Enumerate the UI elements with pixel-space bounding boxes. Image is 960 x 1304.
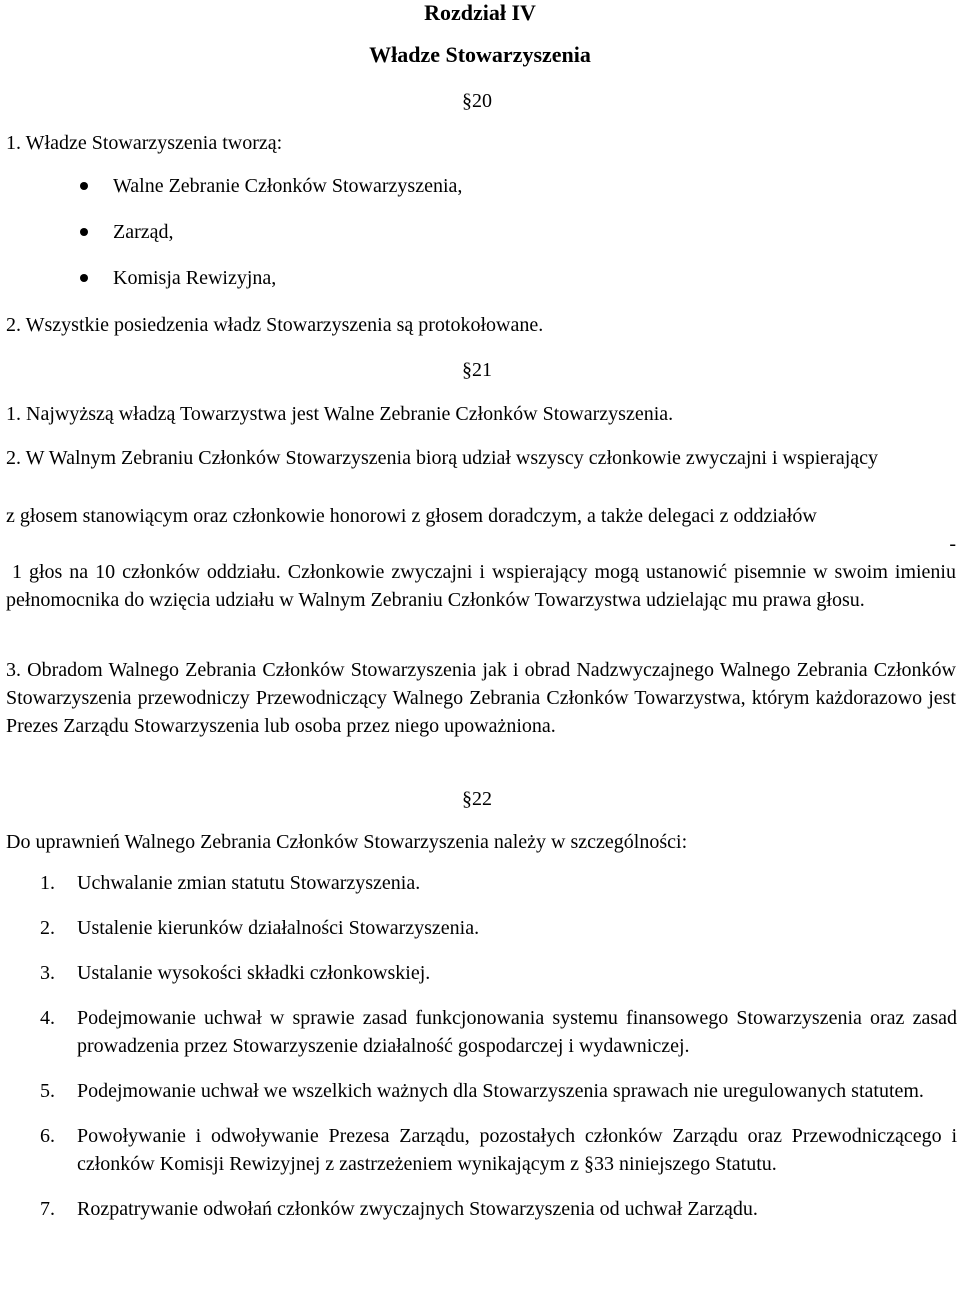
list-item: 6. Powoływanie i odwoływanie Prezesa Zarządu, pozostałych członków Zarządu oraz Przewodniczącego i członków Komisji Rewizyjnej z zastrzeżeniem wynikającym z §33 niniejszego Statutu. (40, 1125, 957, 1175)
powers-list (0, 869, 960, 1240)
bullet-icon (80, 228, 88, 236)
list-item: 1. Uchwalanie zmian statutu Stowarzyszenia. (40, 872, 421, 894)
chapter-title: Władze Stowarzyszenia (369, 42, 591, 67)
section-21-item-1: 1. Najwyższą władzą Towarzystwa jest Walne Zebranie Członków Stowarzyszenia. (6, 403, 674, 425)
section-20-mark: §20 (462, 90, 492, 112)
section-21-item-2-a: 2. W Walnym Zebraniu Członków Stowarzyszenia biorą udział wszyscy członkowie zwyczajni i wspierający (6, 447, 879, 469)
section-21-item-2-c: 1 głos na 10 członków oddziału. Członkowie zwyczajni i wspierający mogą ustanowić pisemnie w swoim imieniu pełnomocnika do wzięcia udziału w Walnym Zebraniu Członków Towarzystwa udzielając mu prawa głosu. (6, 561, 956, 611)
section-21-item-2-b: z głosem stanowiącym oraz członkowie honorowi z głosem doradczym, a także delegaci z oddziałów (6, 505, 817, 527)
list-item: 7. Rozpatrywanie odwołań członków zwyczajnych Stowarzyszenia od uchwał Zarządu. (40, 1198, 758, 1220)
section-21-item-3: 3. Obradom Walnego Zebrania Członków Stowarzyszenia jak i obrad Nadzwyczajnego Walnego Zebrania Członków Stowarzyszenia przewodniczy Przewodniczący Walnego Zebrania Członków Towarzystwa, którym każdorazowo jest Prezes Zarządu Stowarzyszenia lub osoba przez niego upoważniona. (6, 659, 956, 737)
bullet-icon (80, 182, 88, 190)
section-22-mark: §22 (462, 788, 492, 810)
section-22-intro: Do uprawnień Walnego Zebrania Członków Stowarzyszenia należy w szczególności: (6, 831, 688, 853)
list-item: 4. Podejmowanie uchwał w sprawie zasad funkcjonowania systemu finansowego Stowarzyszenia oraz zasad prowadzenia przez Stowarzyszenie działalność gospodarczej i wydawniczej. (40, 1007, 957, 1057)
section-20-item-2: 2. Wszystkie posiedzenia władz Stowarzyszenia są protokołowane. (6, 314, 544, 336)
section-20-intro: 1. Władze Stowarzyszenia tworzą: (6, 132, 283, 154)
dash-mark: - (949, 533, 956, 555)
list-item: Komisja Rewizyjna, (0, 266, 960, 312)
list-item: 2. Ustalenie kierunków działalności Stowarzyszenia. (40, 917, 480, 939)
section-21-mark: §21 (462, 359, 492, 381)
list-item: Zarząd, (0, 220, 960, 266)
list-item: 3. Ustalanie wysokości składki członkowskiej. (40, 962, 431, 984)
list-item: Walne Zebranie Członków Stowarzyszenia, (0, 174, 960, 220)
list-item: 5. Podejmowanie uchwał we wszelkich ważnych dla Stowarzyszenia sprawach nie uregulowanych statutem. (40, 1080, 924, 1102)
authorities-list (0, 174, 960, 312)
chapter-heading: Rozdział IV (424, 0, 536, 25)
bullet-icon (80, 274, 88, 282)
section-21-dash-row (6, 530, 956, 558)
